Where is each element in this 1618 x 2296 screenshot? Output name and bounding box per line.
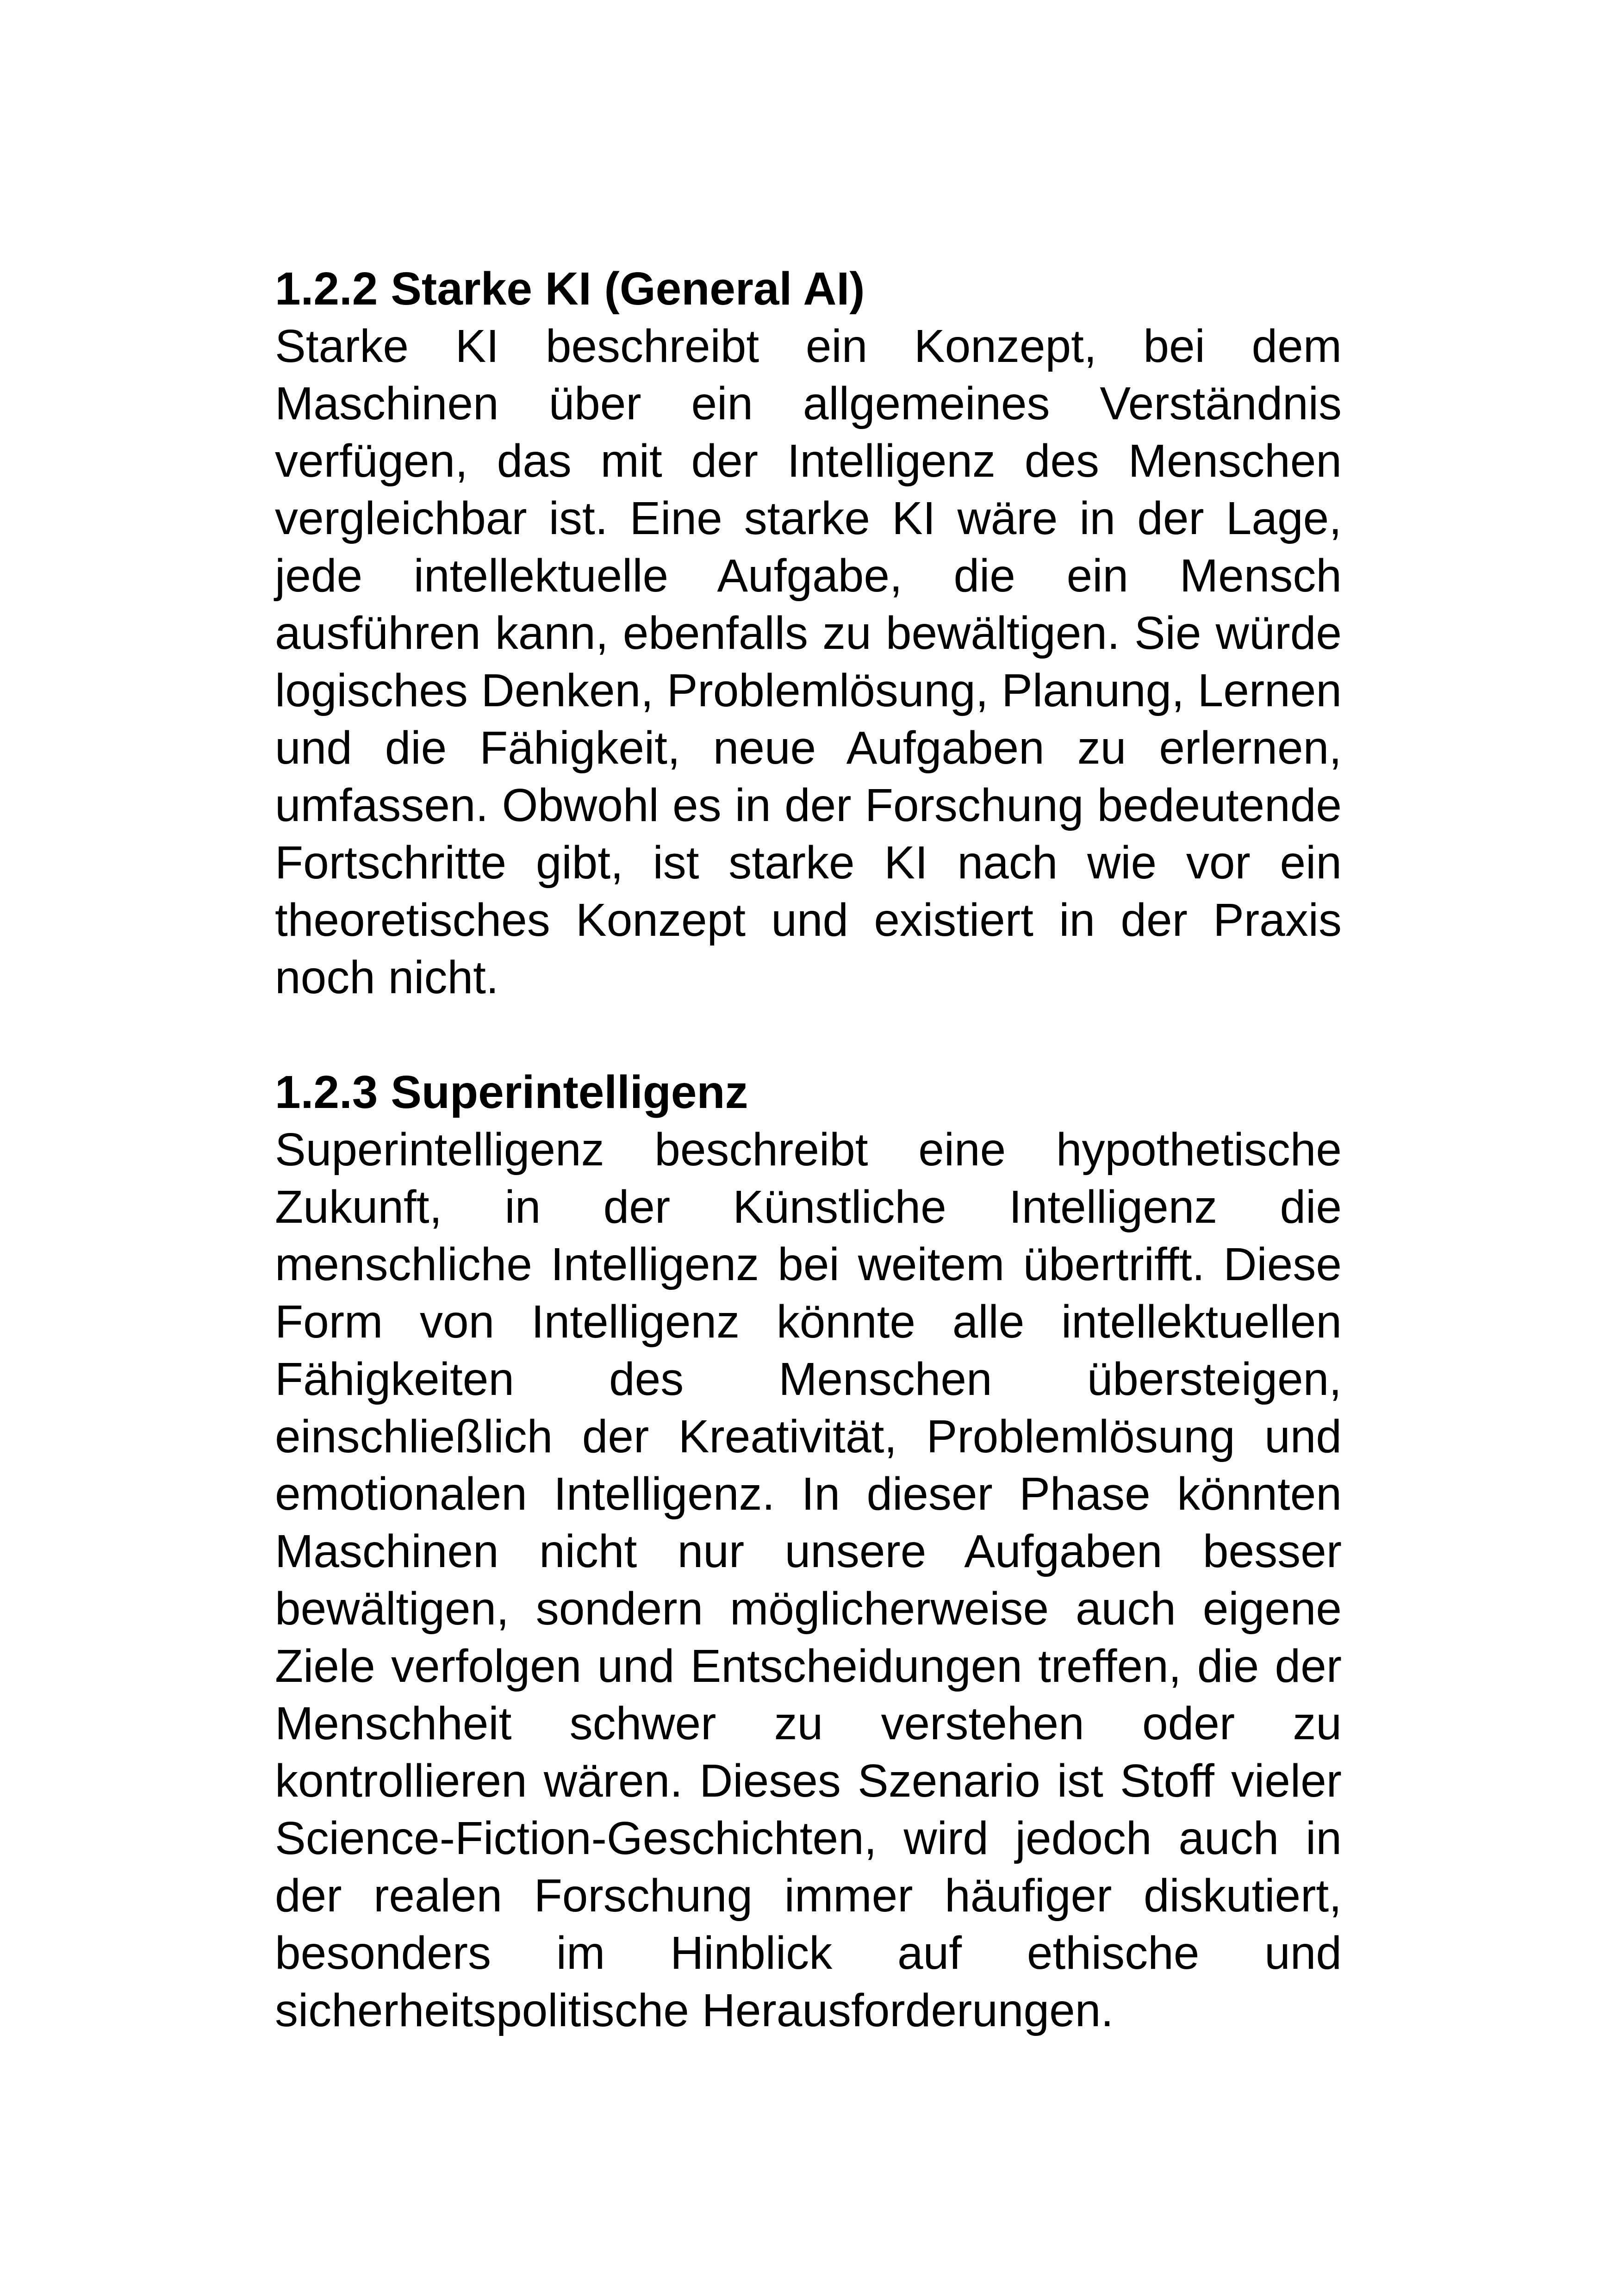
section-superintelligenz xyxy=(275,1064,1342,2039)
section-heading: 1.2.2 Starke KI (General AI) xyxy=(275,263,865,315)
section-body: Starke KI beschreibt ein Konzept, bei dem Maschinen über ein allgemeines Verständnis verfügen, das mit der Intelligenz des Menschen vergleichbar ist. Eine starke KI wäre in der Lage, jede intellektuelle Aufgabe, die ein Mensch ausführen kann, ebenfalls zu bewältigen. Sie würde logisches Denken, Problemlösung, Planung, Lernen und die Fähigkeit, neue Aufgaben zu erlernen, umfassen. Obwohl es in der Forschung bedeutende Fortschritte gibt, ist starke KI nach wie vor ein theoretisches Konzept und existiert in der Praxis noch nicht. xyxy=(275,320,1342,1003)
page-content xyxy=(275,260,1342,2039)
section-body: Superintelligenz beschreibt eine hypothetische Zukunft, in der Künstliche Intelligenz die menschliche Intelligenz bei weitem übertrifft. Diese Form von Intelligenz könnte alle intellektuellen Fähigkeiten des Menschen übersteigen, einschließlich der Kreativität, Problemlösung und emotionalen Intelligenz. In dieser Phase könnten Maschinen nicht nur unsere Aufgaben besser bewältigen, sondern möglicherweise auch eigene Ziele verfolgen und Entscheidungen treffen, die der Menschheit schwer zu verstehen oder zu kontrollieren wären. Dieses Szenario ist Stoff vieler Science-Fiction-Geschichten, wird jedoch auch in der realen Forschung immer häufiger diskutiert, besonders im Hinblick auf ethische und sicherheitspolitische Herausforderungen. xyxy=(275,1124,1342,2036)
section-heading: 1.2.3 Superintelligenz xyxy=(275,1066,748,1118)
section-starke-ki xyxy=(275,260,1342,1006)
